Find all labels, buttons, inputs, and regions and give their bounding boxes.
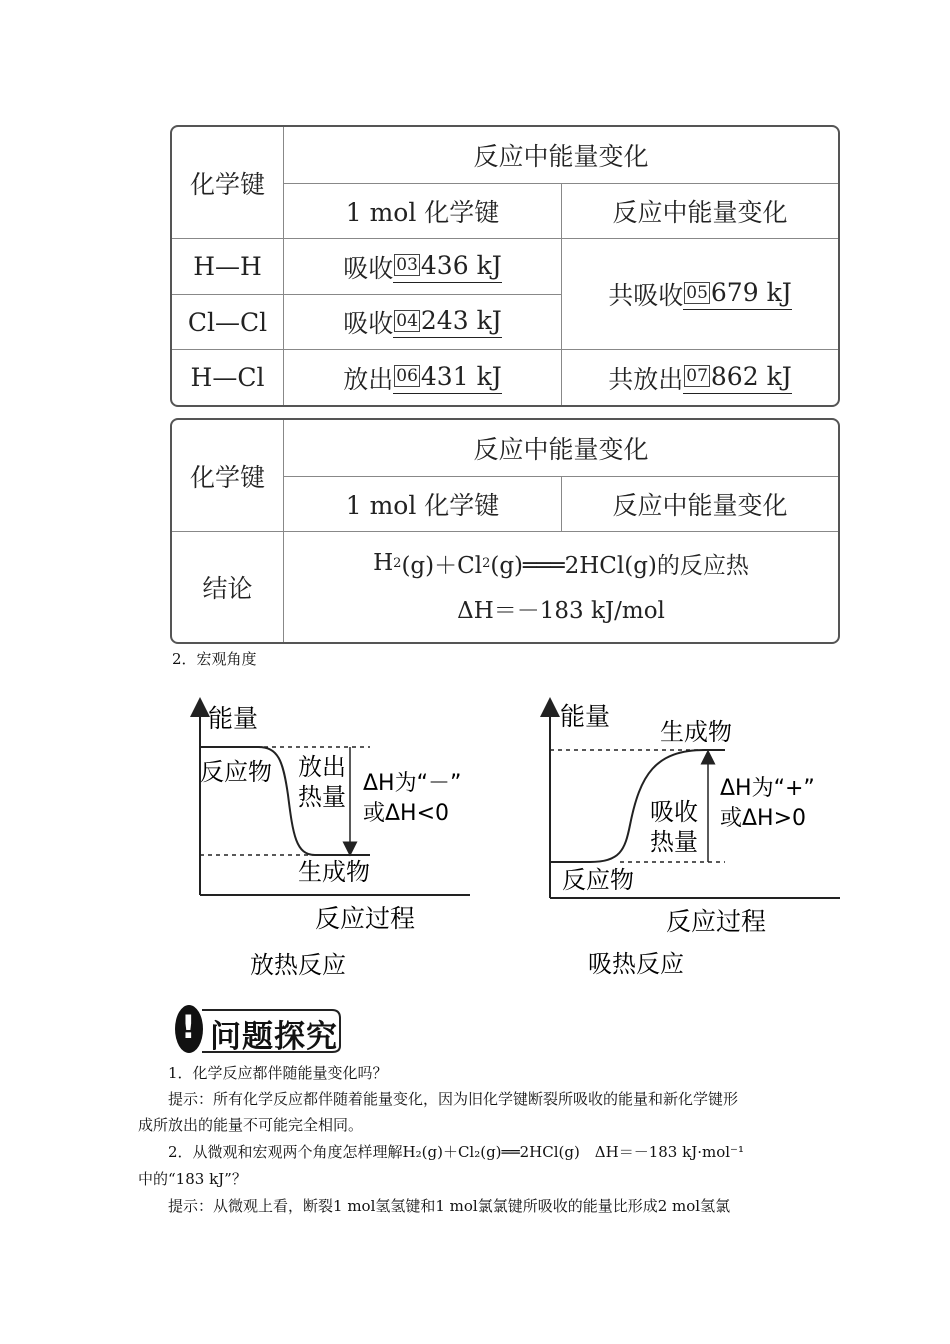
conclusion-equation: H 2 (g)＋Cl 2 (g)═══2HCl(g)的反应热 xyxy=(373,550,749,579)
conclusion-delta-h: ΔH＝－183 kJ/mol xyxy=(457,597,665,624)
sign-label-2: 或ΔH>0 xyxy=(720,806,807,831)
absorb-label-1: 吸收 xyxy=(650,798,698,826)
endothermic-diagram xyxy=(530,695,860,985)
product-label: 生成物 xyxy=(660,718,732,746)
bond-clcl: Cl—Cl xyxy=(187,307,268,337)
row-hh-energy: 吸收 03 436 kJ xyxy=(343,250,502,283)
bond-hh: H—H xyxy=(193,252,262,281)
energy-curve xyxy=(550,750,725,862)
section-heading: 2．宏观角度 xyxy=(172,650,257,668)
question-2-line-2: 中的“183 kJ”？ xyxy=(138,1170,247,1188)
header-bond: 化学键 xyxy=(189,462,265,492)
conclusion-label: 结论 xyxy=(202,574,253,603)
release-label-1: 放出 xyxy=(298,753,346,781)
conclusion-table xyxy=(170,418,840,644)
blank-number: 05 xyxy=(686,282,708,303)
question-2-line-1: 2．从微观和宏观两个角度怎样理解H₂(g)＋Cl₂(g)══2HCl(g) ΔH＝－183 kJ·mol⁻¹ xyxy=(168,1143,744,1161)
caption: 吸热反应 xyxy=(588,950,684,978)
question-1: 1．化学反应都伴随能量变化吗？ xyxy=(168,1064,388,1082)
header-bond: 化学键 xyxy=(189,169,265,199)
y-label: 能量 xyxy=(560,702,611,731)
blank-number: 03 xyxy=(396,255,418,275)
caption: 放热反应 xyxy=(250,951,346,979)
product-label: 生成物 xyxy=(298,858,370,886)
subheader-energy-change: 反应中能量变化 xyxy=(612,198,788,227)
sign-label-2: 或ΔH<0 xyxy=(363,801,450,826)
total-release: 共放出 07 862 kJ xyxy=(608,361,792,394)
blank-number: 07 xyxy=(686,366,708,386)
release-label-2: 热量 xyxy=(298,783,346,811)
answer-1-line-2: 成所放出的能量不可能完全相同。 xyxy=(138,1116,364,1134)
exothermic-diagram xyxy=(180,695,480,985)
row-clcl-energy: 吸收 04 243 kJ xyxy=(343,306,502,338)
sign-label-1: ΔH为“+” xyxy=(720,776,815,801)
y-label: 能量 xyxy=(208,704,259,733)
blank-number: 06 xyxy=(396,366,418,386)
subheader-energy-change: 反应中能量变化 xyxy=(612,491,788,520)
badge-title: 问题探究 xyxy=(210,1019,338,1055)
sign-label-1: ΔH为“－” xyxy=(363,771,462,796)
bond-energy-table xyxy=(170,125,840,407)
row-hcl-energy: 放出 06 431 kJ xyxy=(343,361,502,394)
reactant-label: 反应物 xyxy=(562,866,634,894)
absorb-label-2: 热量 xyxy=(650,828,698,856)
exclamation-icon: ! xyxy=(181,1008,196,1046)
header-energy: 反应中能量变化 xyxy=(473,435,649,464)
x-label: 反应过程 xyxy=(666,907,767,936)
x-label: 反应过程 xyxy=(315,904,416,933)
reactant-label: 反应物 xyxy=(200,758,272,786)
subheader-per-mol: 1 mol 化学键 xyxy=(345,198,500,227)
blank-number: 04 xyxy=(396,310,418,331)
answer-1-line-1: 提示：所有化学反应都伴随着能量变化，因为旧化学键断裂所吸收的能量和新化学键形 xyxy=(168,1090,739,1108)
subheader-per-mol: 1 mol 化学键 xyxy=(345,491,500,520)
answer-2-line-1: 提示：从微观上看，断裂1 mol氢氢键和1 mol氯氯键所吸收的能量比形成2 mol氢氯 xyxy=(168,1197,731,1215)
total-absorb: 共吸收 05 679 kJ xyxy=(608,278,792,310)
section-badge xyxy=(172,1004,342,1054)
bond-hcl: H—Cl xyxy=(190,363,265,392)
header-energy: 反应中能量变化 xyxy=(473,142,649,171)
